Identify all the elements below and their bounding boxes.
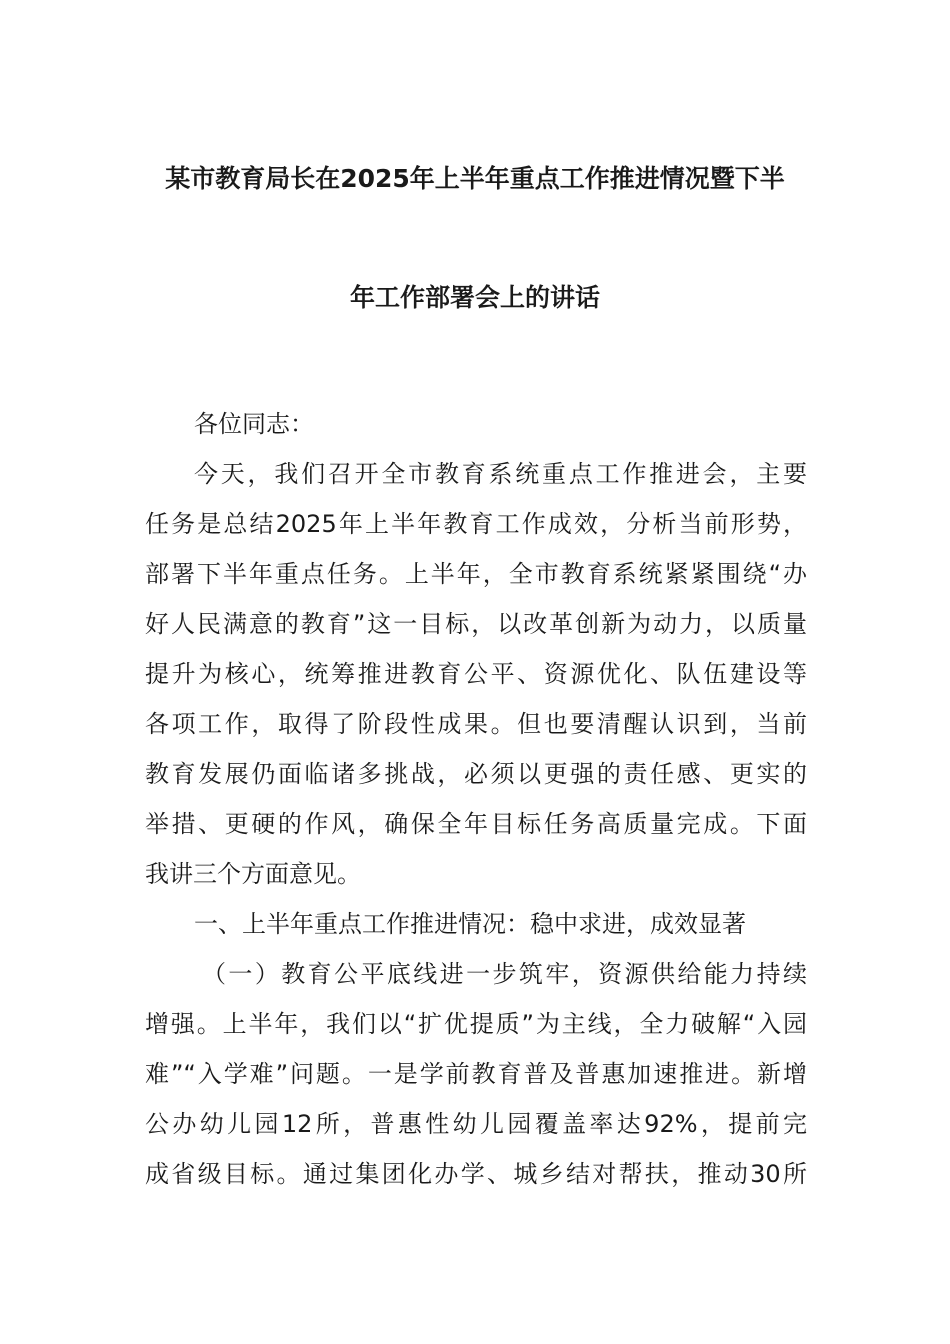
paragraph-2-line: 成省级目标。通过集团化办学、城乡结对帮扶，推动30所 — [145, 1160, 807, 1188]
paragraph-1-line: 部署下半年重点任务。上半年，全市教育系统紧紧围绕“办 — [145, 560, 807, 588]
document-title-line-1: 某市教育局长在2025年上半年重点工作推进情况暨下半 — [165, 164, 785, 193]
paragraph-1-line: 今天，我们召开全市教育系统重点工作推进会，主要 — [194, 460, 807, 488]
paragraph-1-line: 教育发展仍面临诸多挑战，必须以更强的责任感、更实的 — [145, 760, 807, 788]
paragraph-1-line: 举措、更硬的作风，确保全年目标任务高质量完成。下面 — [145, 810, 807, 838]
paragraph-1-line: 我讲三个方面意见。 — [145, 860, 361, 888]
salutation: 各位同志： — [194, 410, 314, 438]
paragraph-1-line: 提升为核心，统筹推进教育公平、资源优化、队伍建设等 — [145, 660, 807, 688]
paragraph-1-line: 好人民满意的教育”这一目标，以改革创新为动力，以质量 — [145, 610, 807, 638]
paragraph-1 — [145, 449, 807, 1199]
paragraph-2-line: 增强。上半年，我们以“扩优提质”为主线，全力破解“入园 — [145, 1010, 807, 1038]
document-title-line-2: 年工作部署会上的讲话 — [349, 283, 600, 312]
paragraph-1-line: 各项工作，取得了阶段性成果。但也要清醒认识到，当前 — [145, 710, 807, 738]
paragraph-2-line: 难”“入学难”问题。一是学前教育普及普惠加速推进。新增 — [145, 1060, 807, 1088]
paragraph-2-line: （一）教育公平底线进一步筑牢，资源供给能力持续 — [202, 960, 807, 988]
section-heading-1: 一、上半年重点工作推进情况：稳中求进，成效显著 — [194, 910, 746, 938]
paragraph-2-line: 公办幼儿园12所，普惠性幼儿园覆盖率达92%，提前完 — [145, 1110, 807, 1138]
paragraph-1-line: 任务是总结2025年上半年教育工作成效，分析当前形势， — [145, 510, 807, 538]
